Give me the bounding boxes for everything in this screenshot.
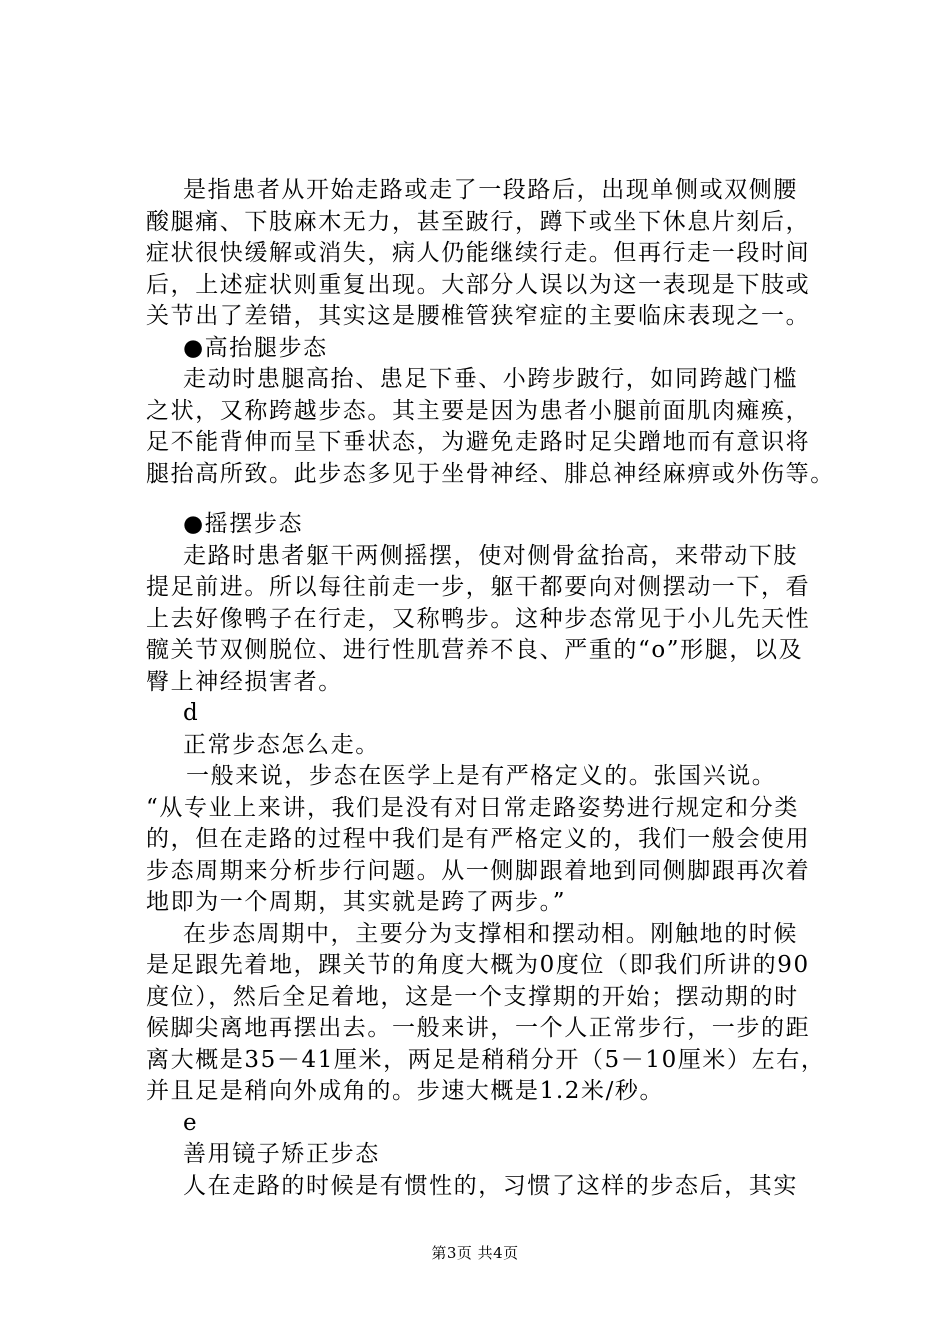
text-line: 一般来说，步态在医学上是有严格定义的。张国兴说。 bbox=[186, 763, 777, 789]
document-body bbox=[146, 175, 846, 1202]
page-footer bbox=[0, 1243, 950, 1263]
text-line: 走路时患者躯干两侧摇摆，使对侧骨盆抬高，来带动下肢 bbox=[183, 542, 798, 569]
section-heading-waddling-gait: ●摇摆步态 bbox=[183, 511, 304, 537]
text-line: 症状很快缓解或消失，病人仍能继续行走。但再行走一段时间 bbox=[146, 240, 811, 266]
paragraph-gap bbox=[146, 490, 846, 509]
text-line: 腿抬高所致。此步态多见于坐骨神经、腓总神经麻痹或外伤等。 bbox=[146, 460, 835, 487]
section-heading-normal-gait: 正常步态怎么走。 bbox=[183, 731, 380, 758]
text-line: 度位），然后全足着地，这是一个支撑期的开始；摆动期的时 bbox=[146, 983, 799, 1010]
section-marker-d: d bbox=[183, 700, 200, 726]
paragraph-gait-cycle bbox=[146, 919, 846, 1108]
paragraph-high-step-gait bbox=[146, 364, 846, 490]
text-line: 人在走路的时候是有惯性的，习惯了这样的步态后，其实 bbox=[183, 1172, 798, 1199]
text-line: 之状，又称跨越步态。其主要是因为患者小腿前面肌肉瘫痪， bbox=[146, 397, 811, 424]
text-line: 候脚尖离地再摆出去。一般来讲，一个人正常步行，一步的距 bbox=[146, 1015, 811, 1041]
paragraph-waddling-gait bbox=[146, 541, 846, 699]
text-line: 提足前进。所以每往前走一步，躯干都要向对侧摆动一下，看 bbox=[146, 574, 811, 600]
page-number: 第3页 共4页 bbox=[431, 1244, 519, 1262]
text-line: 是足跟先着地，踝关节的角度大概为0度位（即我们所讲的90 bbox=[146, 952, 810, 978]
section-heading-high-step-gait: ●高抬腿步态 bbox=[183, 334, 328, 361]
paragraph-claudication bbox=[146, 175, 846, 333]
text-line: 并且足是稍向外成角的。步速大概是1.2米/秒。 bbox=[146, 1078, 665, 1104]
text-line: 后，上述症状则重复出现。大部分人误以为这一表现是下肢或 bbox=[146, 271, 811, 298]
text-line: 酸腿痛、下肢麻木无力，甚至跛行，蹲下或坐下休息片刻后， bbox=[146, 208, 811, 235]
text-line: 臀上神经损害者。 bbox=[146, 668, 343, 695]
paragraph-gait-definition bbox=[146, 761, 846, 919]
text-line: “从专业上来讲，我们是没有对日常走路姿势进行规定和分类 bbox=[146, 794, 799, 821]
text-line: 地即为一个周期，其实就是跨了两步。” bbox=[146, 889, 567, 915]
text-line: 走动时患腿高抬、患足下垂、小跨步跛行，如同跨越门槛 bbox=[183, 366, 798, 392]
text-line: 上去好像鸭子在行走，又称鸭步。这种步态常见于小儿先天性 bbox=[146, 605, 811, 632]
text-line: 的，但在走路的过程中我们是有严格定义的，我们一般会使用 bbox=[146, 826, 811, 852]
text-line: 是指患者从开始走路或走了一段路后，出现单侧或双侧腰 bbox=[183, 177, 798, 203]
section-marker-e: e bbox=[183, 1109, 199, 1136]
text-line: 关节出了差错，其实这是腰椎管狭窄症的主要临床表现之一。 bbox=[146, 303, 811, 329]
section-heading-mirror-correction: 善用镜子矫正步态 bbox=[183, 1141, 380, 1167]
text-line: 足不能背伸而呈下垂状态，为避免走路时足尖蹭地而有意识将 bbox=[146, 429, 811, 455]
text-line: 步态周期来分析步行问题。从一侧脚跟着地到同侧脚跟再次着 bbox=[146, 857, 811, 884]
text-line: 在步态周期中，主要分为支撑相和摆动相。刚触地的时候 bbox=[183, 920, 798, 947]
text-line: 离大概是35－41厘米，两足是稍稍分开（5－10厘米）左右， bbox=[146, 1046, 826, 1073]
text-line: 髋关节双侧脱位、进行性肌营养不良、严重的“o”形腿，以及 bbox=[146, 637, 804, 663]
paragraph-mirror-correction bbox=[146, 1171, 846, 1203]
